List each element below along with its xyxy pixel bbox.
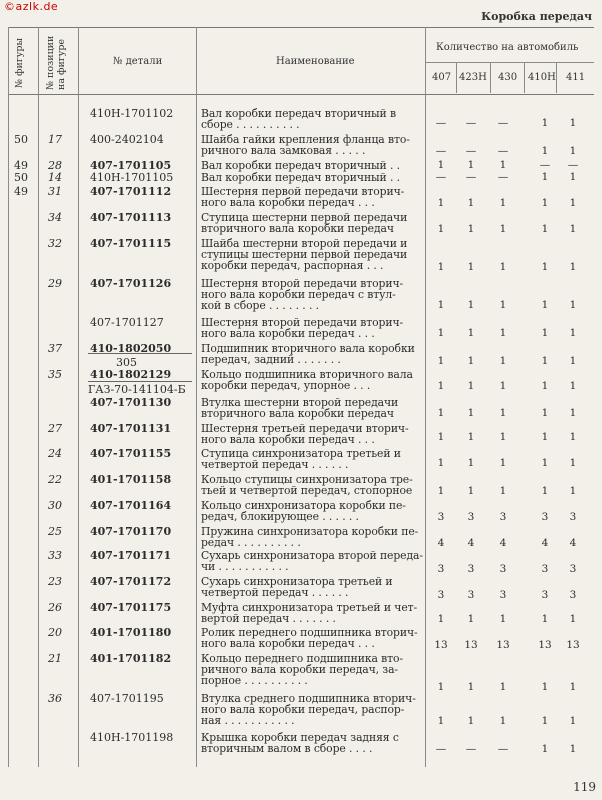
part-name: Пружина синхронизатора коробки пе- редач . . . . . . . . . . (201, 525, 419, 549)
quantity-cell: 1 (437, 159, 445, 171)
quantity-cell: 1 (499, 485, 507, 497)
position-number: 32 (48, 237, 62, 250)
quantity-cell: 1 (541, 355, 549, 367)
part-name: Муфта синхронизатора третьей и чет- вертой передач . . . . . . . (201, 601, 418, 625)
quantity-cell: — (497, 171, 509, 183)
col-line (78, 27, 79, 767)
part-name: Шестерня первой передачи вторич- ного вала коробки передач . . . (201, 185, 405, 209)
quantity-cell: 1 (499, 223, 507, 235)
position-number: 21 (48, 652, 62, 665)
position-number: 35 (48, 368, 62, 381)
part-number: 410Н-1701105 (90, 171, 174, 184)
quantity-cell: 1 (569, 431, 577, 443)
header-name: Наименование (276, 56, 355, 67)
quantity-cell: 1 (569, 407, 577, 419)
quantity-cell: 1 (467, 355, 475, 367)
underline (88, 381, 192, 382)
part-name: Крышка коробки передач задняя с вторичным валом в сборе . . . . (201, 731, 399, 755)
part-name: Ступица синхронизатора третьей и четвертой передач . . . . . . (201, 447, 401, 471)
quantity-cell: 1 (499, 261, 507, 273)
part-name: Кольцо синхронизатора коробки пе- редач, блокирующее . . . . . . (201, 499, 406, 523)
part-name: Шестерня второй передачи вторич- ного вала коробки передач . . . (201, 316, 404, 340)
part-name: Шайба гайки крепления фланца вто- ричного вала замковая . . . . . (201, 133, 410, 157)
header-model: 430 (498, 72, 518, 83)
quantity-cell: — (567, 159, 579, 171)
part-name: Вал коробки передач вторичный в сборе . . . . . . . . . . (201, 107, 396, 131)
quantity-cell: 1 (467, 407, 475, 419)
part-number: 410-1802050 (90, 342, 172, 355)
quantity-cell: 1 (437, 355, 445, 367)
quantity-cell: 1 (437, 197, 445, 209)
quantity-cell: 1 (437, 407, 445, 419)
quantity-cell: 1 (437, 613, 445, 625)
part-number: 407-1701170 (90, 525, 172, 538)
col-line (8, 27, 9, 767)
quantity-cell: 1 (541, 171, 549, 183)
part-number: 401-1701182 (90, 652, 172, 665)
quantity-cell: 1 (499, 299, 507, 311)
part-name: Кольцо переднего подшипника вто- ричного вала коробки передач, за- порное . . . . . . . . . . (201, 652, 403, 687)
quantity-cell: 4 (541, 537, 549, 549)
figure-number: 49 (14, 185, 28, 198)
position-number: 17 (48, 133, 62, 146)
quantity-cell: 1 (437, 431, 445, 443)
position-number: 22 (48, 473, 62, 486)
col-line (456, 62, 457, 93)
quantity-cell: 1 (541, 145, 549, 157)
watermark: ©azlk.de (4, 0, 59, 13)
quantity-cell: 1 (569, 613, 577, 625)
quantity-cell: 1 (541, 681, 549, 693)
part-name: Шестерня второй передачи вторич- ного вала коробки передач с втул- кой в сборе . . . . . . . . (201, 277, 404, 312)
part-number: 407-1701172 (90, 575, 172, 588)
part-number: 407-1701127 (90, 316, 164, 329)
part-name: Втулка шестерни второй передачи вторичного вала коробки передач (201, 396, 399, 420)
quantity-cell: — (465, 117, 477, 129)
quantity-cell: 1 (437, 327, 445, 339)
quantity-cell: 1 (541, 197, 549, 209)
header-model: 411 (566, 72, 586, 83)
header-figure: № фигуры (14, 38, 25, 88)
part-number: 407-1701171 (90, 549, 172, 562)
quantity-cell: 1 (437, 299, 445, 311)
quantity-cell: — (465, 171, 477, 183)
quantity-cell: 3 (569, 511, 577, 523)
quantity-cell: 1 (499, 159, 507, 171)
quantity-cell: 1 (569, 117, 577, 129)
part-number: 410Н-1701198 (90, 731, 174, 744)
quantity-cell: 1 (541, 457, 549, 469)
part-name: Шестерня третьей передачи вторич- ного вала коробки передач . . . (201, 422, 409, 446)
position-number: 27 (48, 422, 62, 435)
quantity-cell: 1 (569, 743, 577, 755)
quantity-cell: 1 (499, 355, 507, 367)
quantity-cell: 3 (499, 511, 507, 523)
quantity-cell: 3 (437, 511, 445, 523)
position-number: 29 (48, 277, 62, 290)
quantity-cell: 1 (437, 715, 445, 727)
quantity-cell: 1 (467, 431, 475, 443)
col-line (524, 62, 525, 93)
quantity-cell: 1 (437, 380, 445, 392)
position-number: 23 (48, 575, 62, 588)
quantity-cell: — (497, 743, 509, 755)
quantity-cell: 4 (437, 537, 445, 549)
quantity-cell: 1 (467, 299, 475, 311)
part-number: 407-1701112 (90, 185, 172, 198)
quantity-cell: 1 (569, 457, 577, 469)
quantity-cell: 1 (541, 327, 549, 339)
quantity-cell: 1 (499, 327, 507, 339)
part-number: 407-1701115 (90, 237, 172, 250)
quantity-cell: 1 (437, 457, 445, 469)
part-number-extra: ГАЗ-70-141104-Б (88, 383, 186, 396)
part-number: 407-1701164 (90, 499, 172, 512)
part-number: 407-1701155 (90, 447, 172, 460)
position-number: 14 (48, 171, 62, 184)
quantity-cell: 1 (569, 145, 577, 157)
part-number: 407-1701105 (90, 159, 172, 172)
quantity-cell: 1 (467, 681, 475, 693)
quantity-cell: 3 (541, 563, 549, 575)
part-number: 407-1701126 (90, 277, 172, 290)
quantity-cell: 1 (569, 261, 577, 273)
quantity-cell: — (435, 171, 447, 183)
part-name: Шайба шестерни второй передачи и ступицы шестерни первой передачи коробки передач, распорная . . . (201, 237, 408, 272)
figure-number: 49 (14, 159, 28, 172)
position-number: 30 (48, 499, 62, 512)
position-number: 34 (48, 211, 62, 224)
quantity-cell: 1 (467, 223, 475, 235)
quantity-cell: 1 (467, 327, 475, 339)
quantity-cell: — (435, 743, 447, 755)
quantity-cell: 3 (499, 589, 507, 601)
quantity-cell: 1 (467, 613, 475, 625)
quantity-cell: 1 (499, 197, 507, 209)
quantity-cell: — (435, 117, 447, 129)
quantity-cell: 1 (569, 715, 577, 727)
underline (88, 353, 192, 354)
quantity-cell: 1 (437, 681, 445, 693)
part-name: Втулка среднего подшипника вторич- ного вала коробки передач, распор- ная . . . . . . . . . . . (201, 692, 416, 727)
quantity-cell: — (497, 117, 509, 129)
quantity-cell: 1 (541, 715, 549, 727)
quantity-cell: 13 (434, 639, 448, 651)
quantity-cell: 1 (467, 485, 475, 497)
position-number: 28 (48, 159, 62, 172)
page-number: 119 (573, 780, 596, 794)
part-number: 407-1701175 (90, 601, 172, 614)
position-number: 36 (48, 692, 62, 705)
quantity-cell: 1 (569, 355, 577, 367)
quantity-cell: 1 (499, 457, 507, 469)
quantity-cell: 1 (467, 380, 475, 392)
quantity-cell: 1 (541, 407, 549, 419)
part-name: Ступица шестерни первой передачи вторичного вала коробки передач (201, 211, 408, 235)
header-model: 407 (432, 72, 452, 83)
quantity-cell: 1 (541, 743, 549, 755)
quantity-cell: 13 (566, 639, 580, 651)
quantity-cell: 1 (437, 261, 445, 273)
position-number: 24 (48, 447, 62, 460)
quantity-cell: 1 (541, 485, 549, 497)
quantity-cell: 3 (541, 511, 549, 523)
part-name: Вал коробки передач вторичный . . (201, 171, 400, 184)
quantity-cell: 3 (467, 511, 475, 523)
part-number: 401-1701180 (90, 626, 172, 639)
position-number: 25 (48, 525, 62, 538)
row-line (425, 62, 594, 63)
header-position: № позиции на фигуре (45, 35, 67, 90)
header-part: № детали (113, 56, 163, 67)
quantity-cell: 1 (467, 715, 475, 727)
quantity-cell: 1 (467, 159, 475, 171)
quantity-cell: — (465, 145, 477, 157)
part-number: 410Н-1701102 (90, 107, 174, 120)
quantity-cell: 1 (541, 299, 549, 311)
position-number: 33 (48, 549, 62, 562)
quantity-cell: 1 (499, 431, 507, 443)
part-name: Кольцо подшипника вторичного вала коробки передач, упорное . . . (201, 368, 413, 392)
part-name: Ролик переднего подшипника вторич- ного вала коробки передач . . . (201, 626, 418, 650)
position-number: 20 (48, 626, 62, 639)
quantity-cell: 1 (569, 485, 577, 497)
part-name: Сухарь синхронизатора третьей и четвертой передач . . . . . . (201, 575, 393, 599)
quantity-cell: 13 (464, 639, 478, 651)
part-number-extra: 305 (116, 356, 137, 369)
figure-number: 50 (14, 171, 28, 184)
quantity-cell: — (465, 743, 477, 755)
quantity-cell: 1 (437, 223, 445, 235)
quantity-cell: 1 (541, 117, 549, 129)
header-quantity: Количество на автомобиль (436, 42, 579, 53)
quantity-cell: 3 (437, 589, 445, 601)
position-number: 26 (48, 601, 62, 614)
quantity-cell: 1 (569, 380, 577, 392)
quantity-cell: 3 (499, 563, 507, 575)
part-number: 400-2402104 (90, 133, 164, 146)
quantity-cell: 1 (541, 380, 549, 392)
figure-number: 50 (14, 133, 28, 146)
col-line (490, 62, 491, 93)
position-number: 31 (48, 185, 62, 198)
quantity-cell: 1 (467, 197, 475, 209)
part-number: 407-1701195 (90, 692, 164, 705)
part-number: 410-1802129 (90, 368, 172, 381)
quantity-cell: — (497, 145, 509, 157)
quantity-cell: 1 (541, 223, 549, 235)
quantity-cell: 4 (467, 537, 475, 549)
quantity-cell: 3 (569, 589, 577, 601)
quantity-cell: 3 (467, 589, 475, 601)
quantity-cell: 1 (467, 457, 475, 469)
col-line (556, 62, 557, 93)
quantity-cell: 1 (569, 681, 577, 693)
quantity-cell: 1 (541, 431, 549, 443)
position-number: 37 (48, 342, 62, 355)
quantity-cell: 1 (541, 613, 549, 625)
quantity-cell: 13 (496, 639, 510, 651)
header-model: 423Н (459, 72, 487, 83)
quantity-cell: 3 (569, 563, 577, 575)
col-line (38, 27, 39, 767)
quantity-cell: 1 (541, 261, 549, 273)
part-name: Подшипник вторичного вала коробки передач, задний . . . . . . . (201, 342, 415, 366)
quantity-cell: 1 (499, 681, 507, 693)
part-number: 401-1701158 (90, 473, 172, 486)
quantity-cell: 1 (499, 407, 507, 419)
section-title: Коробка передач (481, 10, 592, 23)
header-model: 410Н (528, 72, 556, 83)
quantity-cell: 1 (499, 715, 507, 727)
quantity-cell: 1 (569, 299, 577, 311)
quantity-cell: 3 (467, 563, 475, 575)
part-name: Сухарь синхронизатора второй переда- чи . . . . . . . . . . . (201, 549, 423, 573)
part-name: Вал коробки передач вторичный . . (201, 159, 400, 172)
part-number: 407-1701131 (90, 422, 172, 435)
quantity-cell: 4 (569, 537, 577, 549)
quantity-cell: — (435, 145, 447, 157)
quantity-cell: 1 (569, 171, 577, 183)
quantity-cell: 3 (541, 589, 549, 601)
quantity-cell: 1 (569, 327, 577, 339)
part-name: Кольцо ступицы синхронизатора тре- тьей и четвертой передач, стопорное (201, 473, 413, 497)
quantity-cell: 13 (538, 639, 552, 651)
quantity-cell: 4 (499, 537, 507, 549)
quantity-cell: — (539, 159, 551, 171)
quantity-cell: 1 (569, 197, 577, 209)
quantity-cell: 1 (437, 485, 445, 497)
quantity-cell: 1 (499, 613, 507, 625)
part-number: 407-1701113 (90, 211, 172, 224)
part-number: 407-1701130 (90, 396, 172, 409)
quantity-cell: 1 (499, 380, 507, 392)
quantity-cell: 1 (569, 223, 577, 235)
quantity-cell: 3 (437, 563, 445, 575)
quantity-cell: 1 (467, 261, 475, 273)
